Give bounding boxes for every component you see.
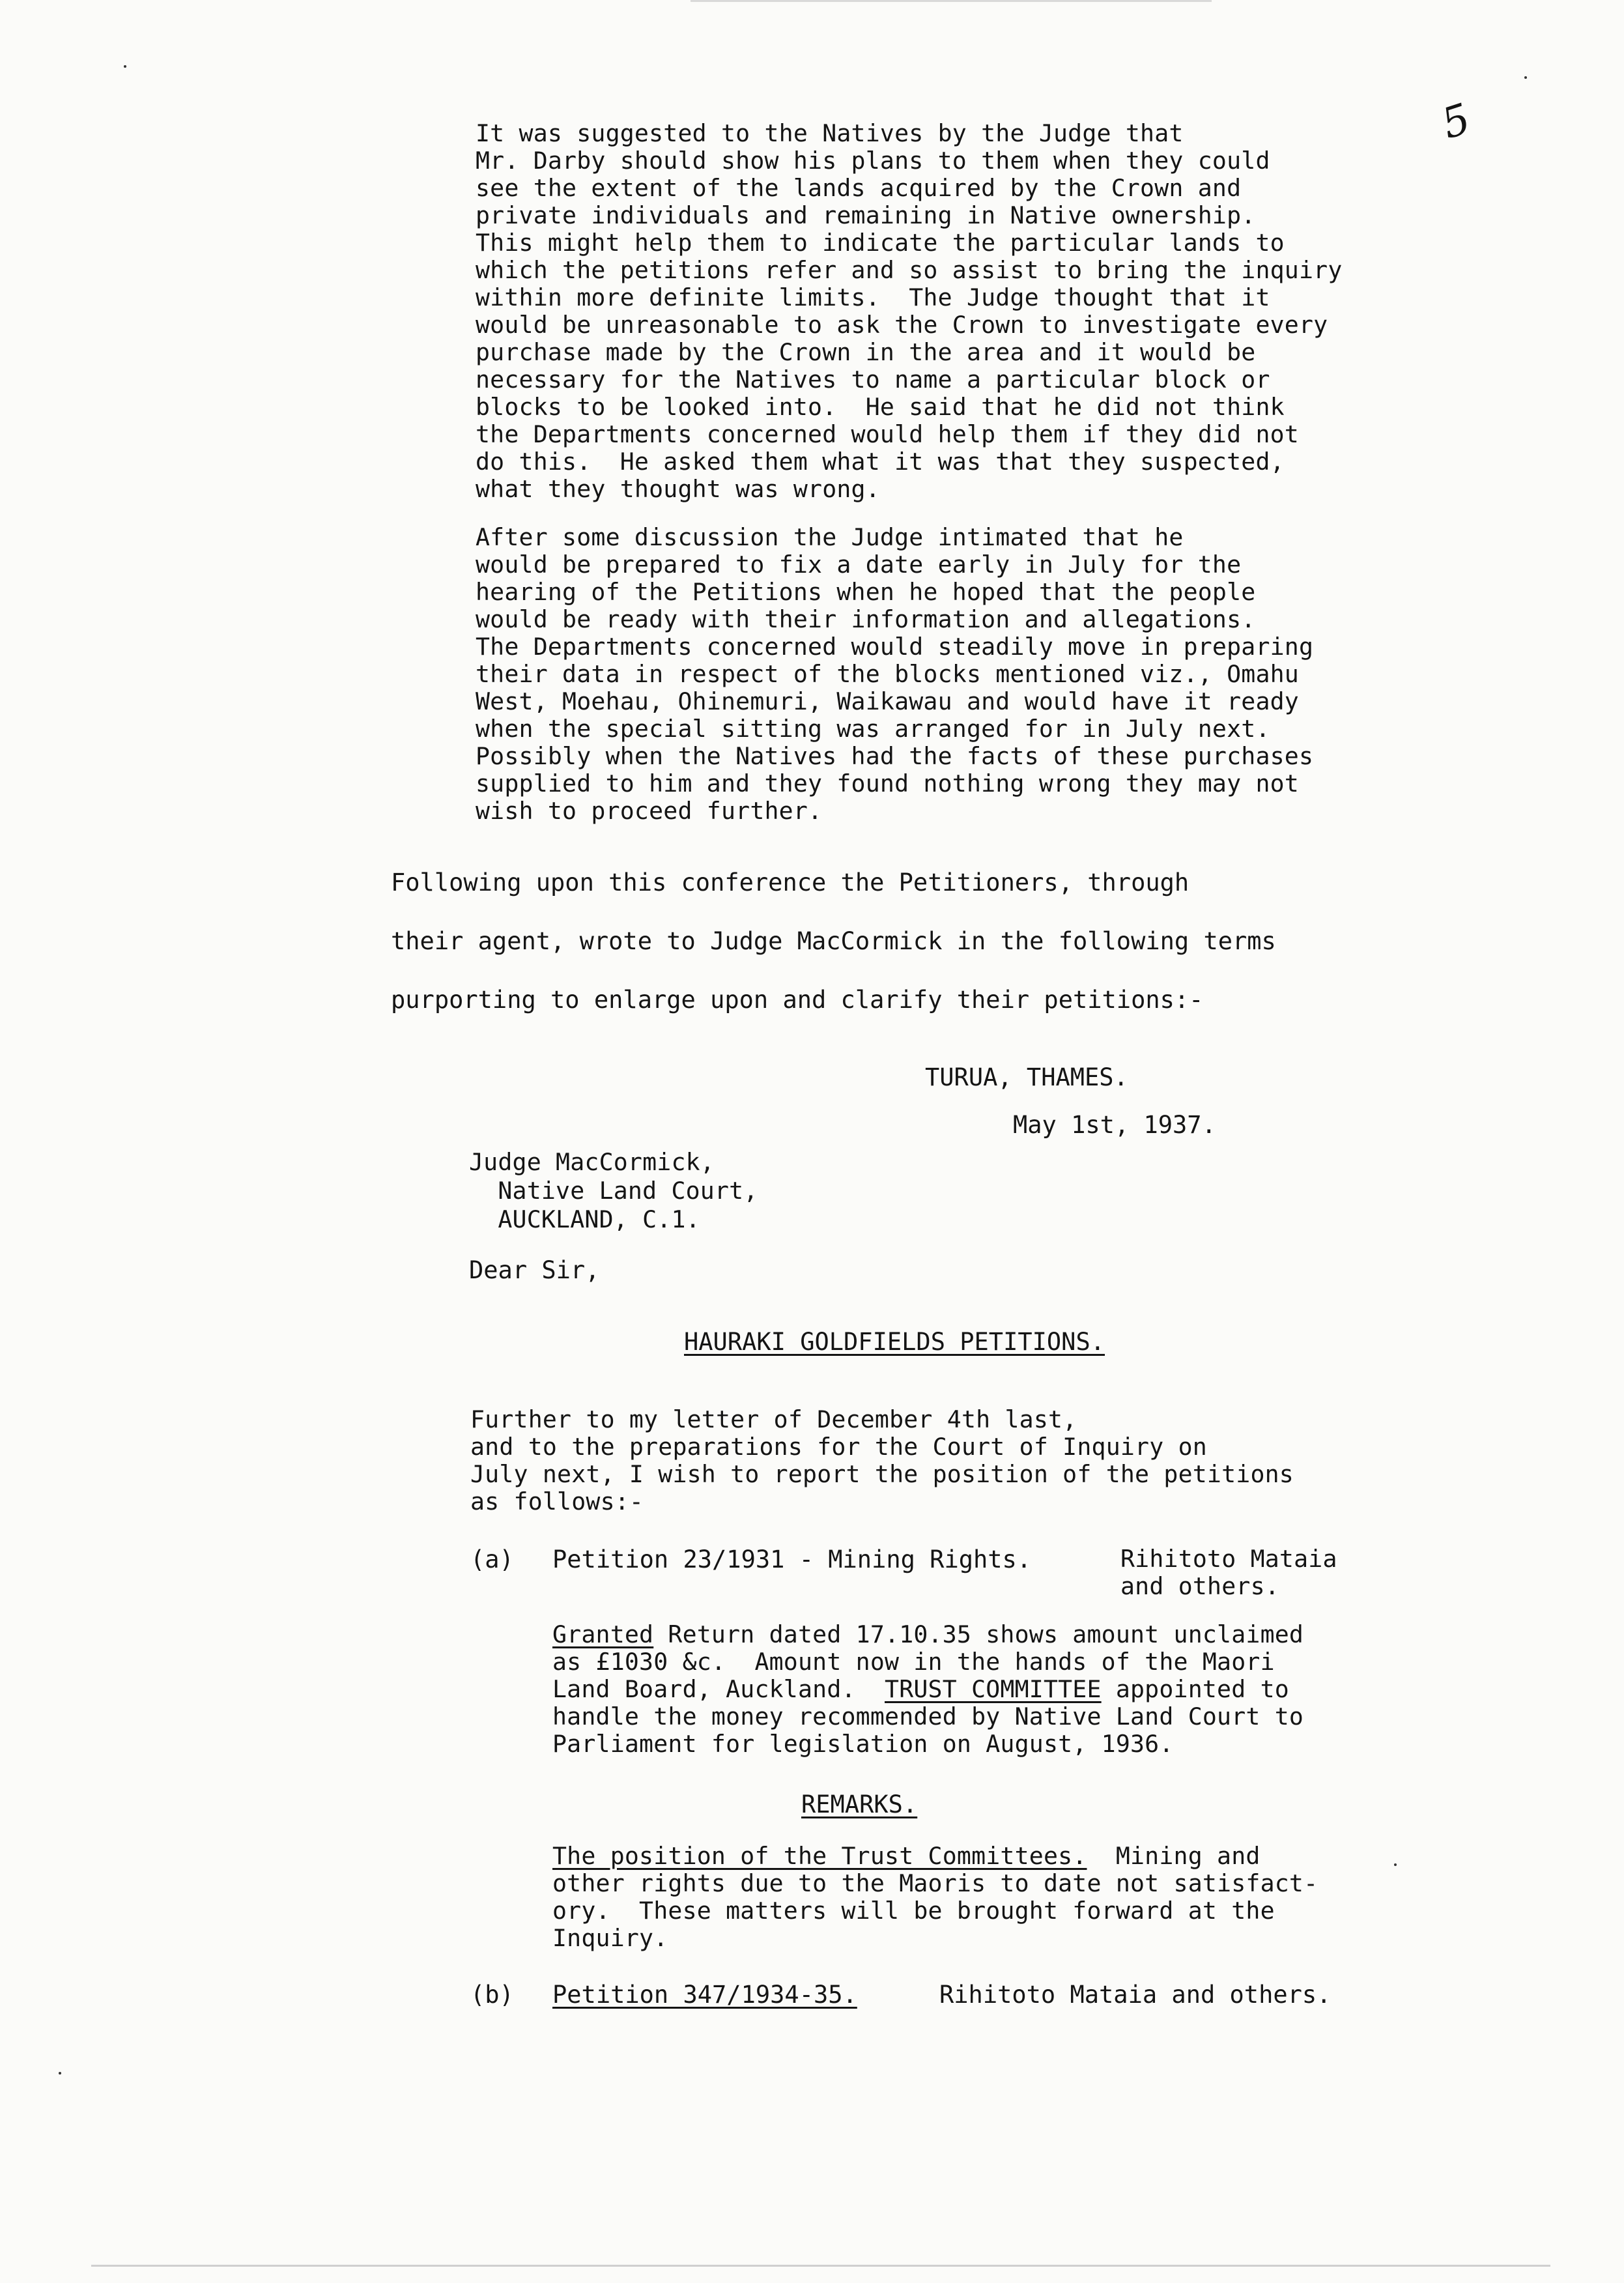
scan-speck [1394, 1863, 1397, 1866]
scan-edge-top [691, 0, 1212, 2]
remarks-heading: REMARKS. [801, 1790, 918, 1818]
letter-date: May 1st, 1937. [1013, 1111, 1216, 1139]
letter-recipient: Judge MacCormick, Native Land Court, AUCKLAND, C.1. [469, 1148, 758, 1233]
granted-label: Granted [552, 1620, 654, 1648]
trust-committee-label: TRUST COMMITTEE [885, 1675, 1102, 1703]
handwritten-page-number: 5 [1436, 94, 1477, 149]
letter-intro: Further to my letter of December 4th last, and to the preparations for the Court of Inquiry on July next, I wish to report the position of the petitions as follows:- [470, 1405, 1294, 1515]
item-a-remarks [552, 1843, 1318, 1952]
item-b-marker: (b) [470, 1981, 514, 2009]
granted-text-1: Return dated 17.10.35 shows amount unclaimed as £1030 &c. Amount now in the hands of the Maori Land Board, Auckland. [552, 1620, 1304, 1703]
scan-speck [59, 2072, 61, 2075]
paragraph-following-conference: Following upon this conference the Petitioners, through their agent, wrote to Judge MacCormick in the following terms purporting to enlarge upon and clarify their petitions:- [391, 869, 1276, 1014]
item-a-marker: (a) [470, 1545, 514, 1573]
item-a-title: Petition 23/1931 - Mining Rights. [552, 1545, 1032, 1573]
remarks-label: The position of the Trust Committees. [552, 1842, 1087, 1870]
item-b-title: Petition 347/1934-35. [552, 1981, 857, 2009]
letter-place: TURUA, THAMES. [925, 1063, 1128, 1091]
paragraph-hearing-date: After some discussion the Judge intimated that he would be prepared to fix a date early in July for the hearing of the Petitions when he hoped that the people would be ready with their information and allegations. The Departments concerned would steadily move in preparing their data in respect of the blocks mentioned viz., Omahu West, Moehau, Ohinemuri, Waikawau and would have it ready when the special sitting was arranged for in July next. Possibly when the Natives had the facts of these purchases supplied to him and they found nothing wrong they may not wish to proceed further. [476, 523, 1314, 825]
item-a-petitioners: Rihitoto Mataia and others. [1120, 1545, 1337, 1600]
remarks-text: Mining and other rights due to the Maoris to date not satisfact- ory. These matters will be brought forward at the Inquiry. [552, 1842, 1318, 1952]
item-a-granted [552, 1621, 1303, 1758]
granted-text-2: appointed to handle the money recommended by Native Land Court to Parliament for legislation on August, 1936. [552, 1675, 1304, 1758]
scan-speck [1524, 76, 1527, 79]
item-b-petitioners: Rihitoto Mataia and others. [939, 1981, 1332, 2009]
scan-edge-bottom [91, 2265, 1550, 2267]
paragraph-conference-notes: It was suggested to the Natives by the Judge that Mr. Darby should show his plans to them when they could see the extent of the lands acquired by the Crown and private individuals and remaining in Native ownership. This might help them to indicate the particular lands to which the petitions refer and so assist to bring the inquiry within more definite limits. The Judge thought that it would be unreasonable to ask the Crown to investigate every purchase made by the Crown in the area and it would be necessary for the Natives to name a particular block or blocks to be looked into. He said that he did not think the Departments concerned would help them if they did not do this. He asked them what it was that they suspected, what they thought was wrong. [476, 119, 1343, 503]
scan-speck [124, 65, 126, 68]
letter-salutation: Dear Sir, [469, 1256, 600, 1284]
letter-heading: HAURAKI GOLDFIELDS PETITIONS. [684, 1328, 1105, 1356]
